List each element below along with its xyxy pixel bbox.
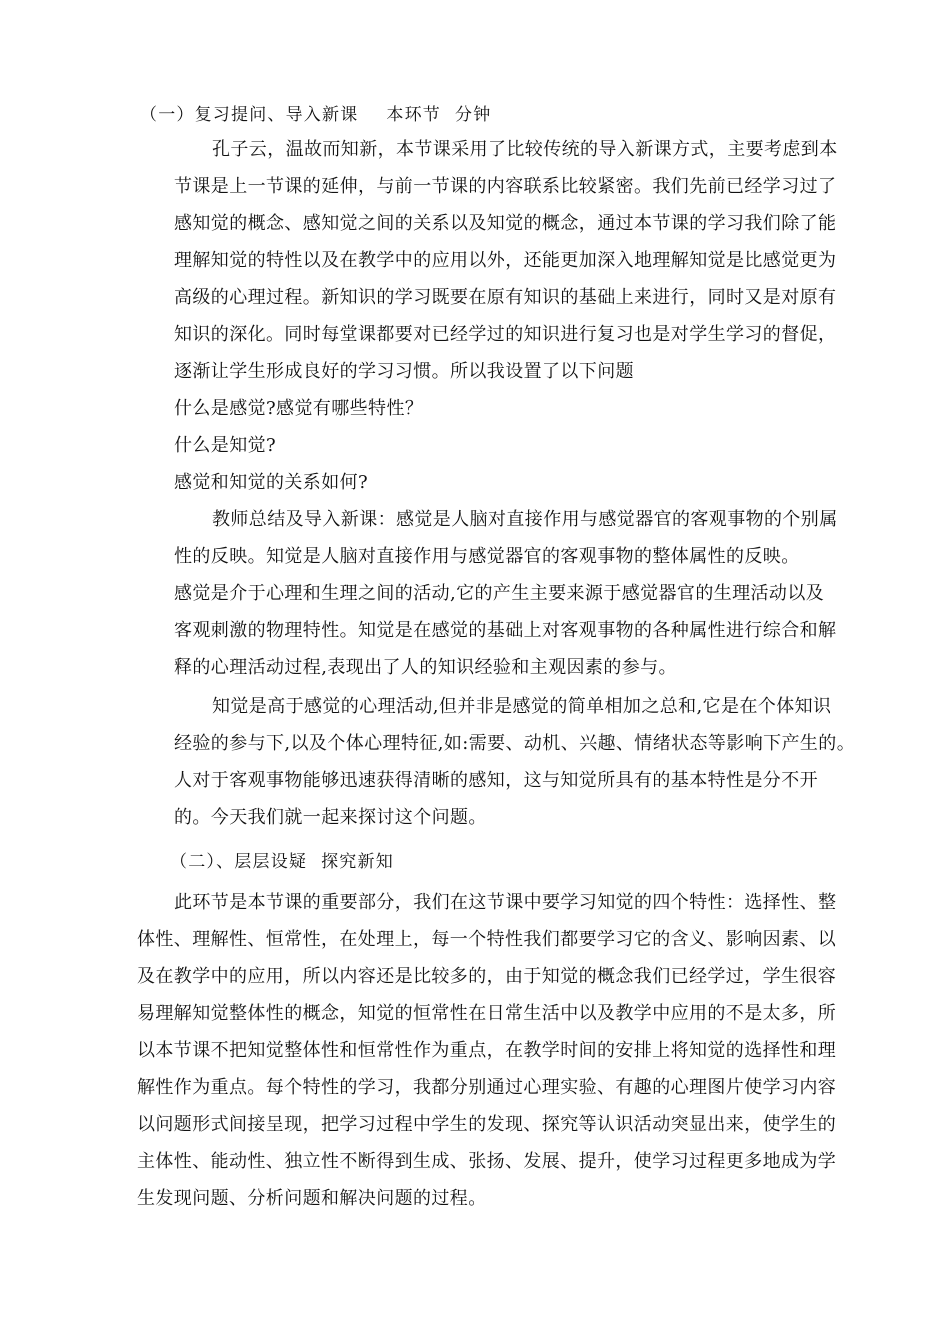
section-1-para-4-line: 的。今天我们就一起来探讨这个问题。 — [174, 807, 487, 828]
section-1-para-3-line: 释的心理活动过程,表现出了人的知识经验和主观因素的参与。 — [174, 657, 677, 678]
section-1-para-1-line: 感知觉的概念、感知觉之间的关系以及知觉的概念，通过本节课的学习我们除了能 — [174, 213, 837, 234]
section-1-para-1-line: 逐渐让学生形成良好的学习习惯。所以我设置了以下问题 — [174, 361, 634, 382]
section-1-heading-part: 本环节 — [386, 105, 442, 125]
section-2-para-line: 主体性、能动性、独立性不断得到生成、张扬、发展、提升，使学习过程更多地成为学 — [137, 1151, 837, 1172]
section-2-para-line: 解性作为重点。每个特性的学习，我都分别通过心理实验、有趣的心理图片使学习内容 — [137, 1077, 837, 1098]
section-1-heading-title: （一）复习提问、导入新课 — [140, 105, 359, 125]
section-1-para-1-line: 节课是上一节课的延伸，与前一节课的内容联系比较紧密。我们先前已经学习过了 — [174, 176, 837, 197]
section-2-para-line: 及在教学中的应用，所以内容还是比较多的，由于知觉的概念我们已经学过，学生很容 — [137, 966, 837, 987]
section-1-para-1-line: 理解知觉的特性以及在教学中的应用以外，还能更加深入地理解知觉是比感觉更为 — [174, 250, 837, 271]
section-2-para-line: 以本节课不把知觉整体性和恒常性作为重点，在教学时间的安排上将知觉的选择性和理 — [137, 1040, 837, 1061]
section-2-para-line: 体性、理解性、恒常性，在处理上，每一个特性我们都要学习它的含义、影响因素、以 — [137, 929, 837, 950]
section-2-heading-sub: 探究新知 — [321, 852, 394, 872]
section-1-heading — [140, 104, 491, 126]
section-1-heading-minutes: 分钟 — [455, 105, 492, 125]
section-2-heading-title: （二）、层层设疑 — [170, 852, 308, 872]
section-2-heading — [170, 851, 394, 873]
section-1-para-1-line: 孔子云，温故而知新，本节课采用了比较传统的导入新课方式，主要考虑到本 — [212, 139, 838, 160]
section-1-para-1-line: 高级的心理过程。新知识的学习既要在原有知识的基础上来进行，同时又是对原有 — [174, 287, 837, 308]
section-2-para-line: 生发现问题、分析问题和解决问题的过程。 — [137, 1188, 487, 1209]
section-2-para-line: 易理解知觉整体性的概念，知觉的恒常性在日常生活中以及教学中应用的不是太多，所 — [137, 1003, 837, 1024]
section-2-para-line: 此环节是本节课的重要部分，我们在这节课中要学习知觉的四个特性：选择性、整 — [174, 892, 837, 913]
question-item: 感觉和知觉的关系如何? — [174, 472, 369, 493]
section-2-para-line: 以问题形式间接呈现，把学习过程中学生的发现、探究等认识活动突显出来，使学生的 — [137, 1114, 837, 1135]
section-1-para-4-line: 知觉是高于感觉的心理活动,但并非是感觉的简单相加之总和,它是在个体知识 — [212, 696, 832, 717]
section-1-para-1-line: 知识的深化。同时每堂课都要对已经学过的知识进行复习也是对学生学习的督促， — [174, 324, 837, 345]
section-1-para-4-line: 经验的参与下,以及个体心理特征,如:需要、动机、兴趣、情绪状态等影响下产生的。 — [174, 733, 856, 754]
question-item: 什么是感觉?感觉有哪些特性？ — [174, 398, 424, 419]
question-item: 什么是知觉? — [174, 435, 277, 456]
section-1-para-3-line: 客观刺激的物理特性。知觉是在感觉的基础上对客观事物的各种属性进行综合和解 — [174, 620, 837, 641]
section-1-para-3-line: 感觉是介于心理和生理之间的活动,它的产生主要来源于感觉器官的生理活动以及 — [174, 583, 825, 604]
section-1-para-2-line: 性的反映。知觉是人脑对直接作用与感觉器官的客观事物的整体属性的反映。 — [174, 546, 800, 567]
section-1-para-4-line: 人对于客观事物能够迅速获得清晰的感知，这与知觉所具有的基本特性是分不开 — [174, 770, 818, 791]
section-1-para-2-line: 教师总结及导入新课：感觉是人脑对直接作用与感觉器官的客观事物的个别属 — [212, 509, 838, 530]
